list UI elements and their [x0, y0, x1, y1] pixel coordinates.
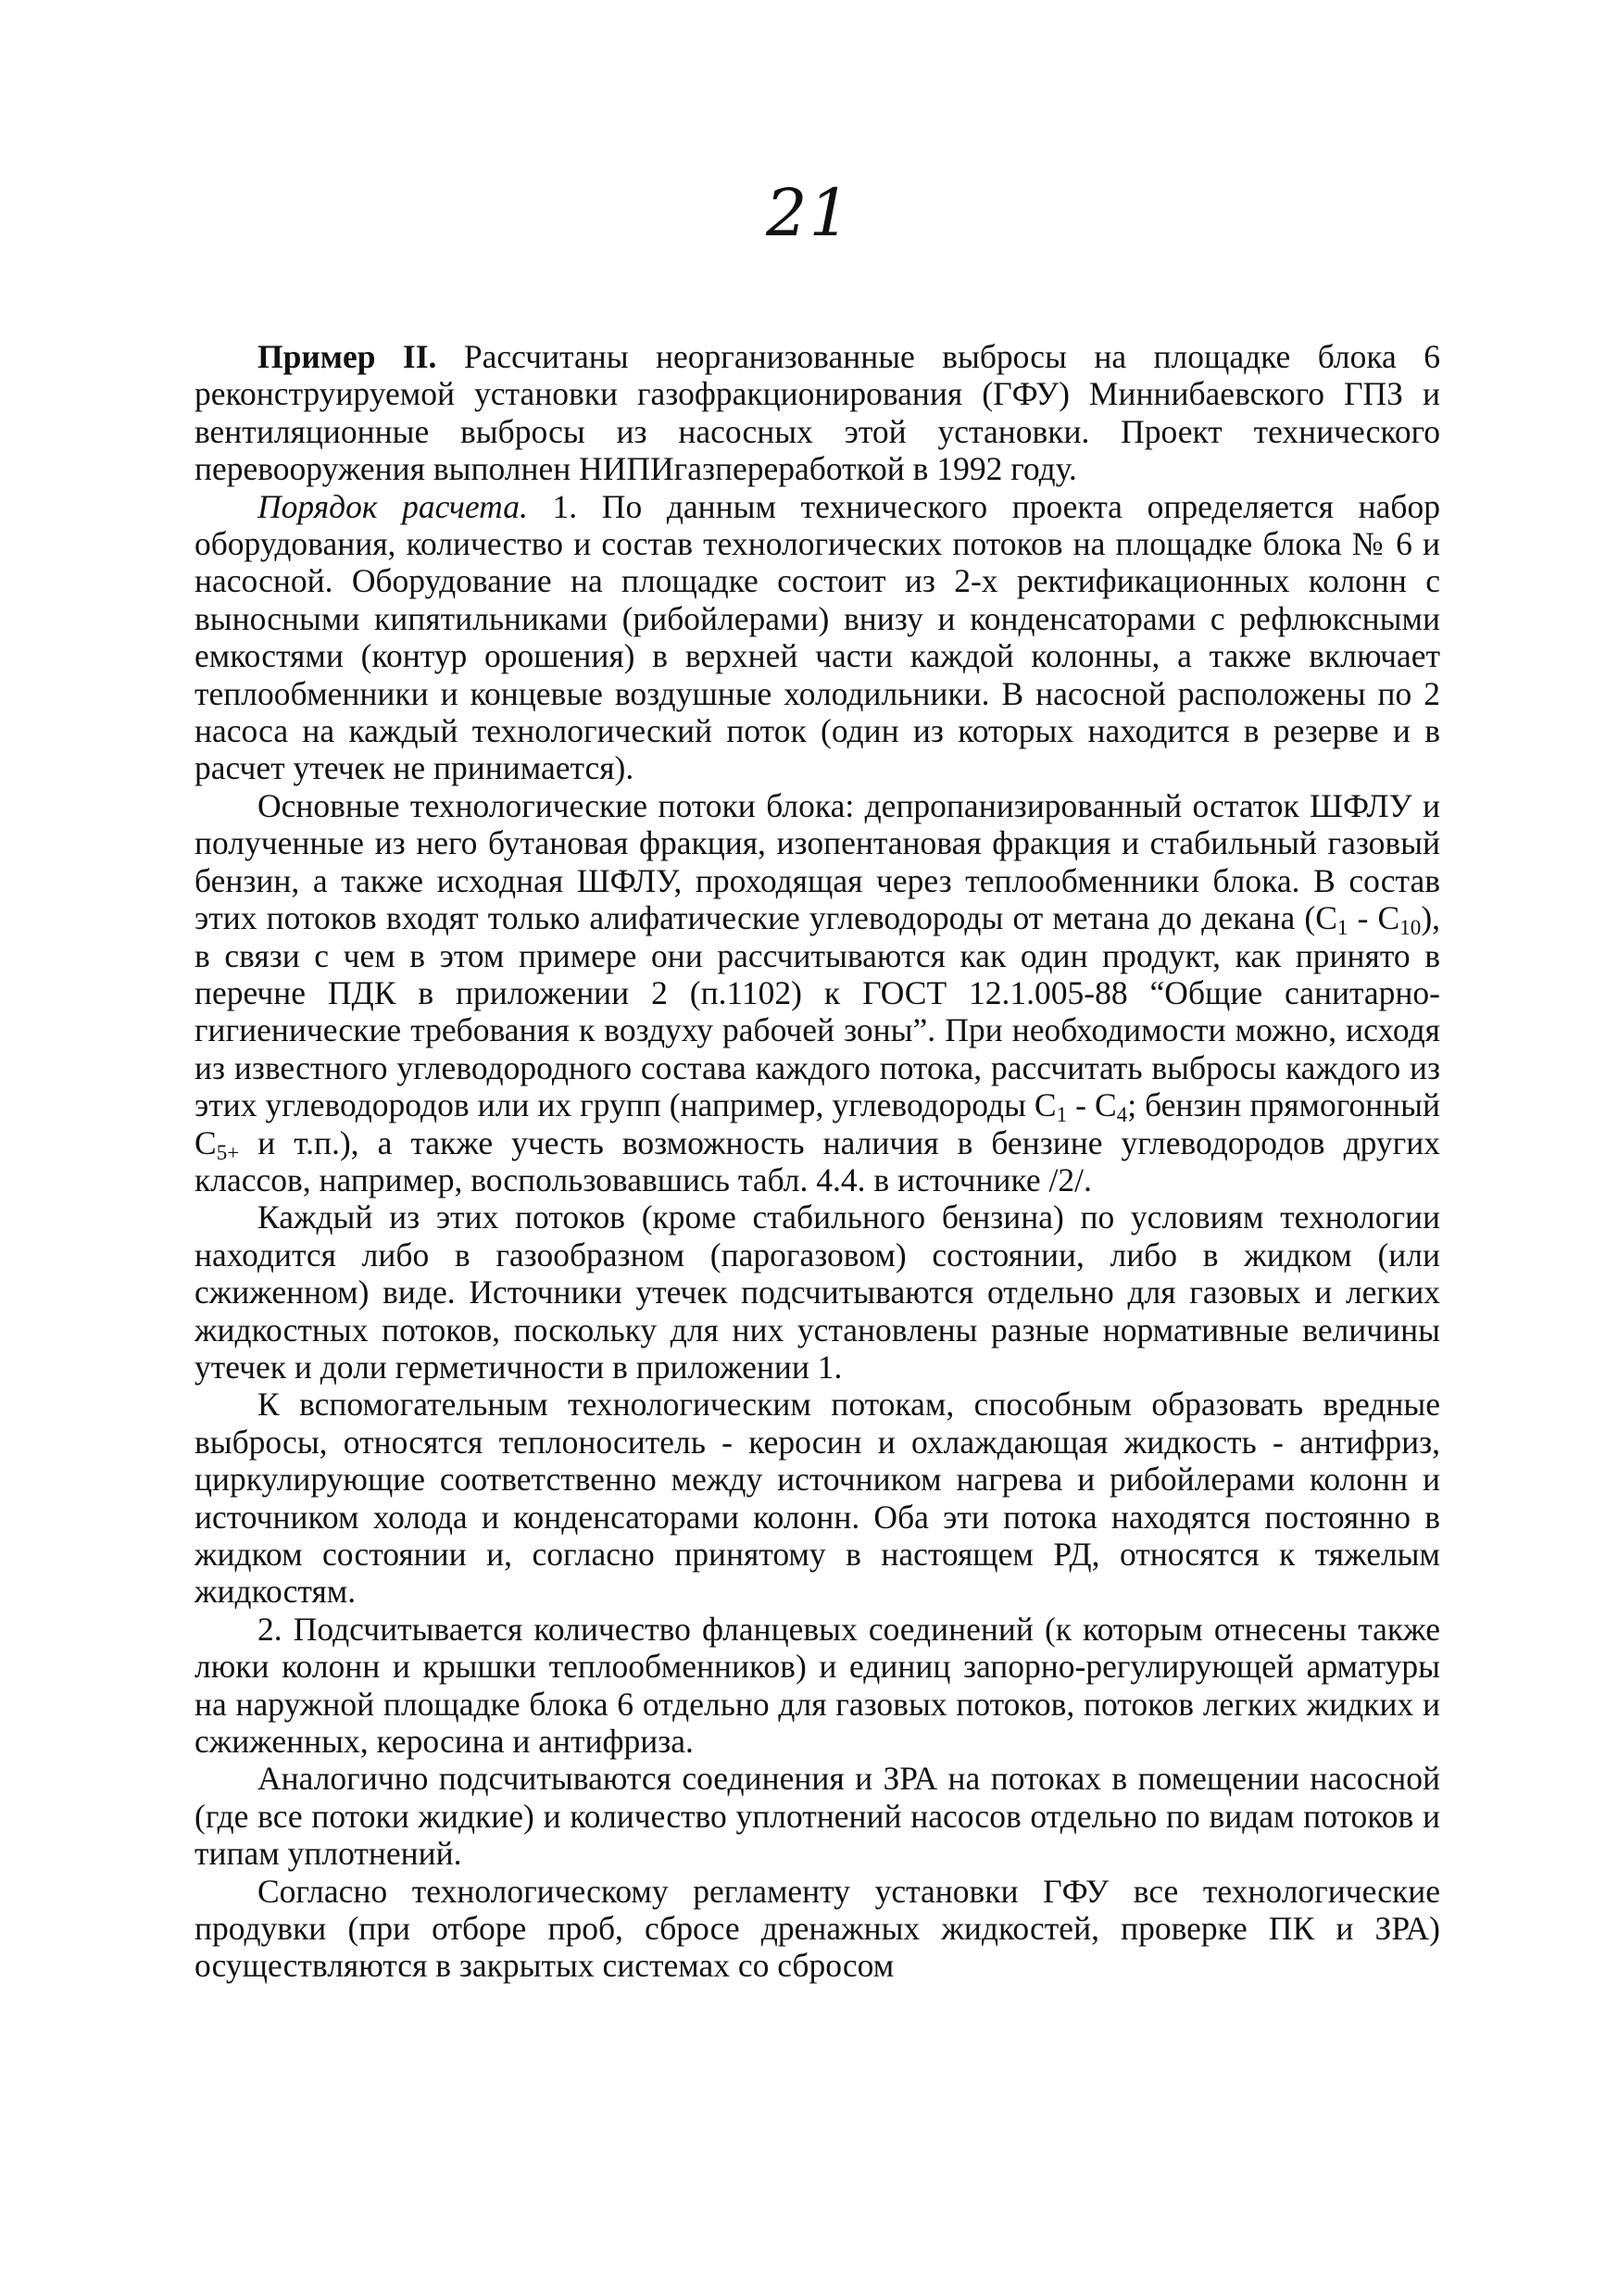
document-body	[194, 338, 1440, 1985]
page-number: 21	[765, 175, 853, 251]
text-run: и т.п.), а также учесть возможность наличия в бензине углеводородов других классов, например, воспользовавшись табл. 4.4. в источнике /2/.	[194, 1123, 1440, 1198]
subscript: 4	[1116, 1101, 1128, 1126]
text-run: - C	[1348, 899, 1400, 937]
subscript: 5+	[216, 1139, 240, 1164]
example-heading: Пример II.	[257, 338, 437, 375]
subscript: 1	[1056, 1101, 1068, 1126]
paragraph-text: Рассчитаны неорганизованные выбросы на площадке блока 6 реконструируемой установки газофракционирования (ГФУ) Миннибаевского ГПЗ и вентиляционные выбросы из насосных этой установки. Проект технического перевооружения выполнен НИПИгазпереработкой в 1992 году.	[194, 338, 1441, 488]
paragraph-streams	[194, 787, 1440, 1198]
subscript: 1	[1336, 914, 1348, 939]
paragraph-auxiliary-streams: К вспомогательным технологическим потокам, способным образовать вредные выбросы, относятся теплоноситель - керосин и охлаждающая жидкость - антифриз, циркулирующие соответственно между источником нагрева и рибойлерами колонн и источником холода и конденсаторами колонн. Оба эти потока находятся постоянно в жидком состоянии и, согласно принятому в настоящем РД, относятся к тяжелым жидкостям.	[194, 1386, 1440, 1611]
text-run: - C	[1067, 1086, 1117, 1124]
subscript: 10	[1399, 914, 1422, 939]
text-run: ; бензин прямогонный C	[194, 1086, 1441, 1161]
paragraph-regulation: Согласно технологическому регламенту установки ГФУ все технологические продувки (при отборе проб, сбросе дренажных жидкостей, проверке ПК и ЗРА) осуществляются в закрытых системах со сбросом	[194, 1872, 1440, 1985]
paragraph-pump-room: Аналогично подсчитываются соединения и ЗРА на потоках в помещении насосной (где все потоки жидкие) и количество уплотнений насосов отдельно по видам потоков и типам уплотнений.	[194, 1760, 1440, 1873]
paragraph-phase-state: Каждый из этих потоков (кроме стабильного бензина) по условиям технологии находится либо в газообразном (парогазовом) состоянии, либо в жидком (или сжиженном) виде. Источники утечек подсчитываются отдельно для газовых и легких жидкостных потоков, поскольку для них установлены разные нормативные величины утечек и доли герметичности в приложении 1.	[194, 1198, 1440, 1386]
paragraph-flange-count: 2. Подсчитывается количество фланцевых соединений (к которым отнесены также люки колонн и крышки теплообменников) и единиц запорно-регулирующей арматуры на наружной площадке блока 6 отдельно для газовых потоков, потоков легких жидких и сжиженных, керосина и антифриза.	[194, 1610, 1440, 1761]
text-run: ), в связи с чем в этом примере они рассчитываются как один продукт, как принято в перечне ПДК в приложении 2 (п.1102) к ГОСТ 12.1.005-88 “Общие санитарно-гигиенические требования к воздуху рабочей зоны”. При необходимости можно, исходя из известного углеводородного состава каждого потока, рассчитать выбросы каждого из этих углеводородов или их групп (например, углеводороды C	[194, 899, 1441, 1124]
paragraph-text: 1. По данным технического проекта определяется набор оборудования, количество и состав технологических потоков на площадке блока № 6 и насосной. Оборудование на площадке состоит из 2-х ректификационных колонн с выносными кипятильниками (рибойлерами) внизу и конденсаторами с рефлюксными емкостями (контур орошения) в верхней части каждой колонны, а также включает теплообменники и концевые воздушные холодильники. В насосной расположены по 2 насоса на каждый технологический поток (один из которых находится в резерве и в расчет утечек не принимается).	[194, 487, 1440, 787]
procedure-heading: Порядок расчета.	[257, 487, 528, 525]
paragraph-procedure	[194, 488, 1440, 787]
paragraph-example	[194, 338, 1440, 488]
text-run: Основные технологические потоки блока: депропанизированный остаток ШФЛУ и полученные из него бутановая фракция, изопентановая фракция и стабильный газовый бензин, а также исходная ШФЛУ, проходящая через теплообменники блока. В состав этих потоков входят только алифатические углеводороды от метана до декана (C	[194, 786, 1440, 937]
